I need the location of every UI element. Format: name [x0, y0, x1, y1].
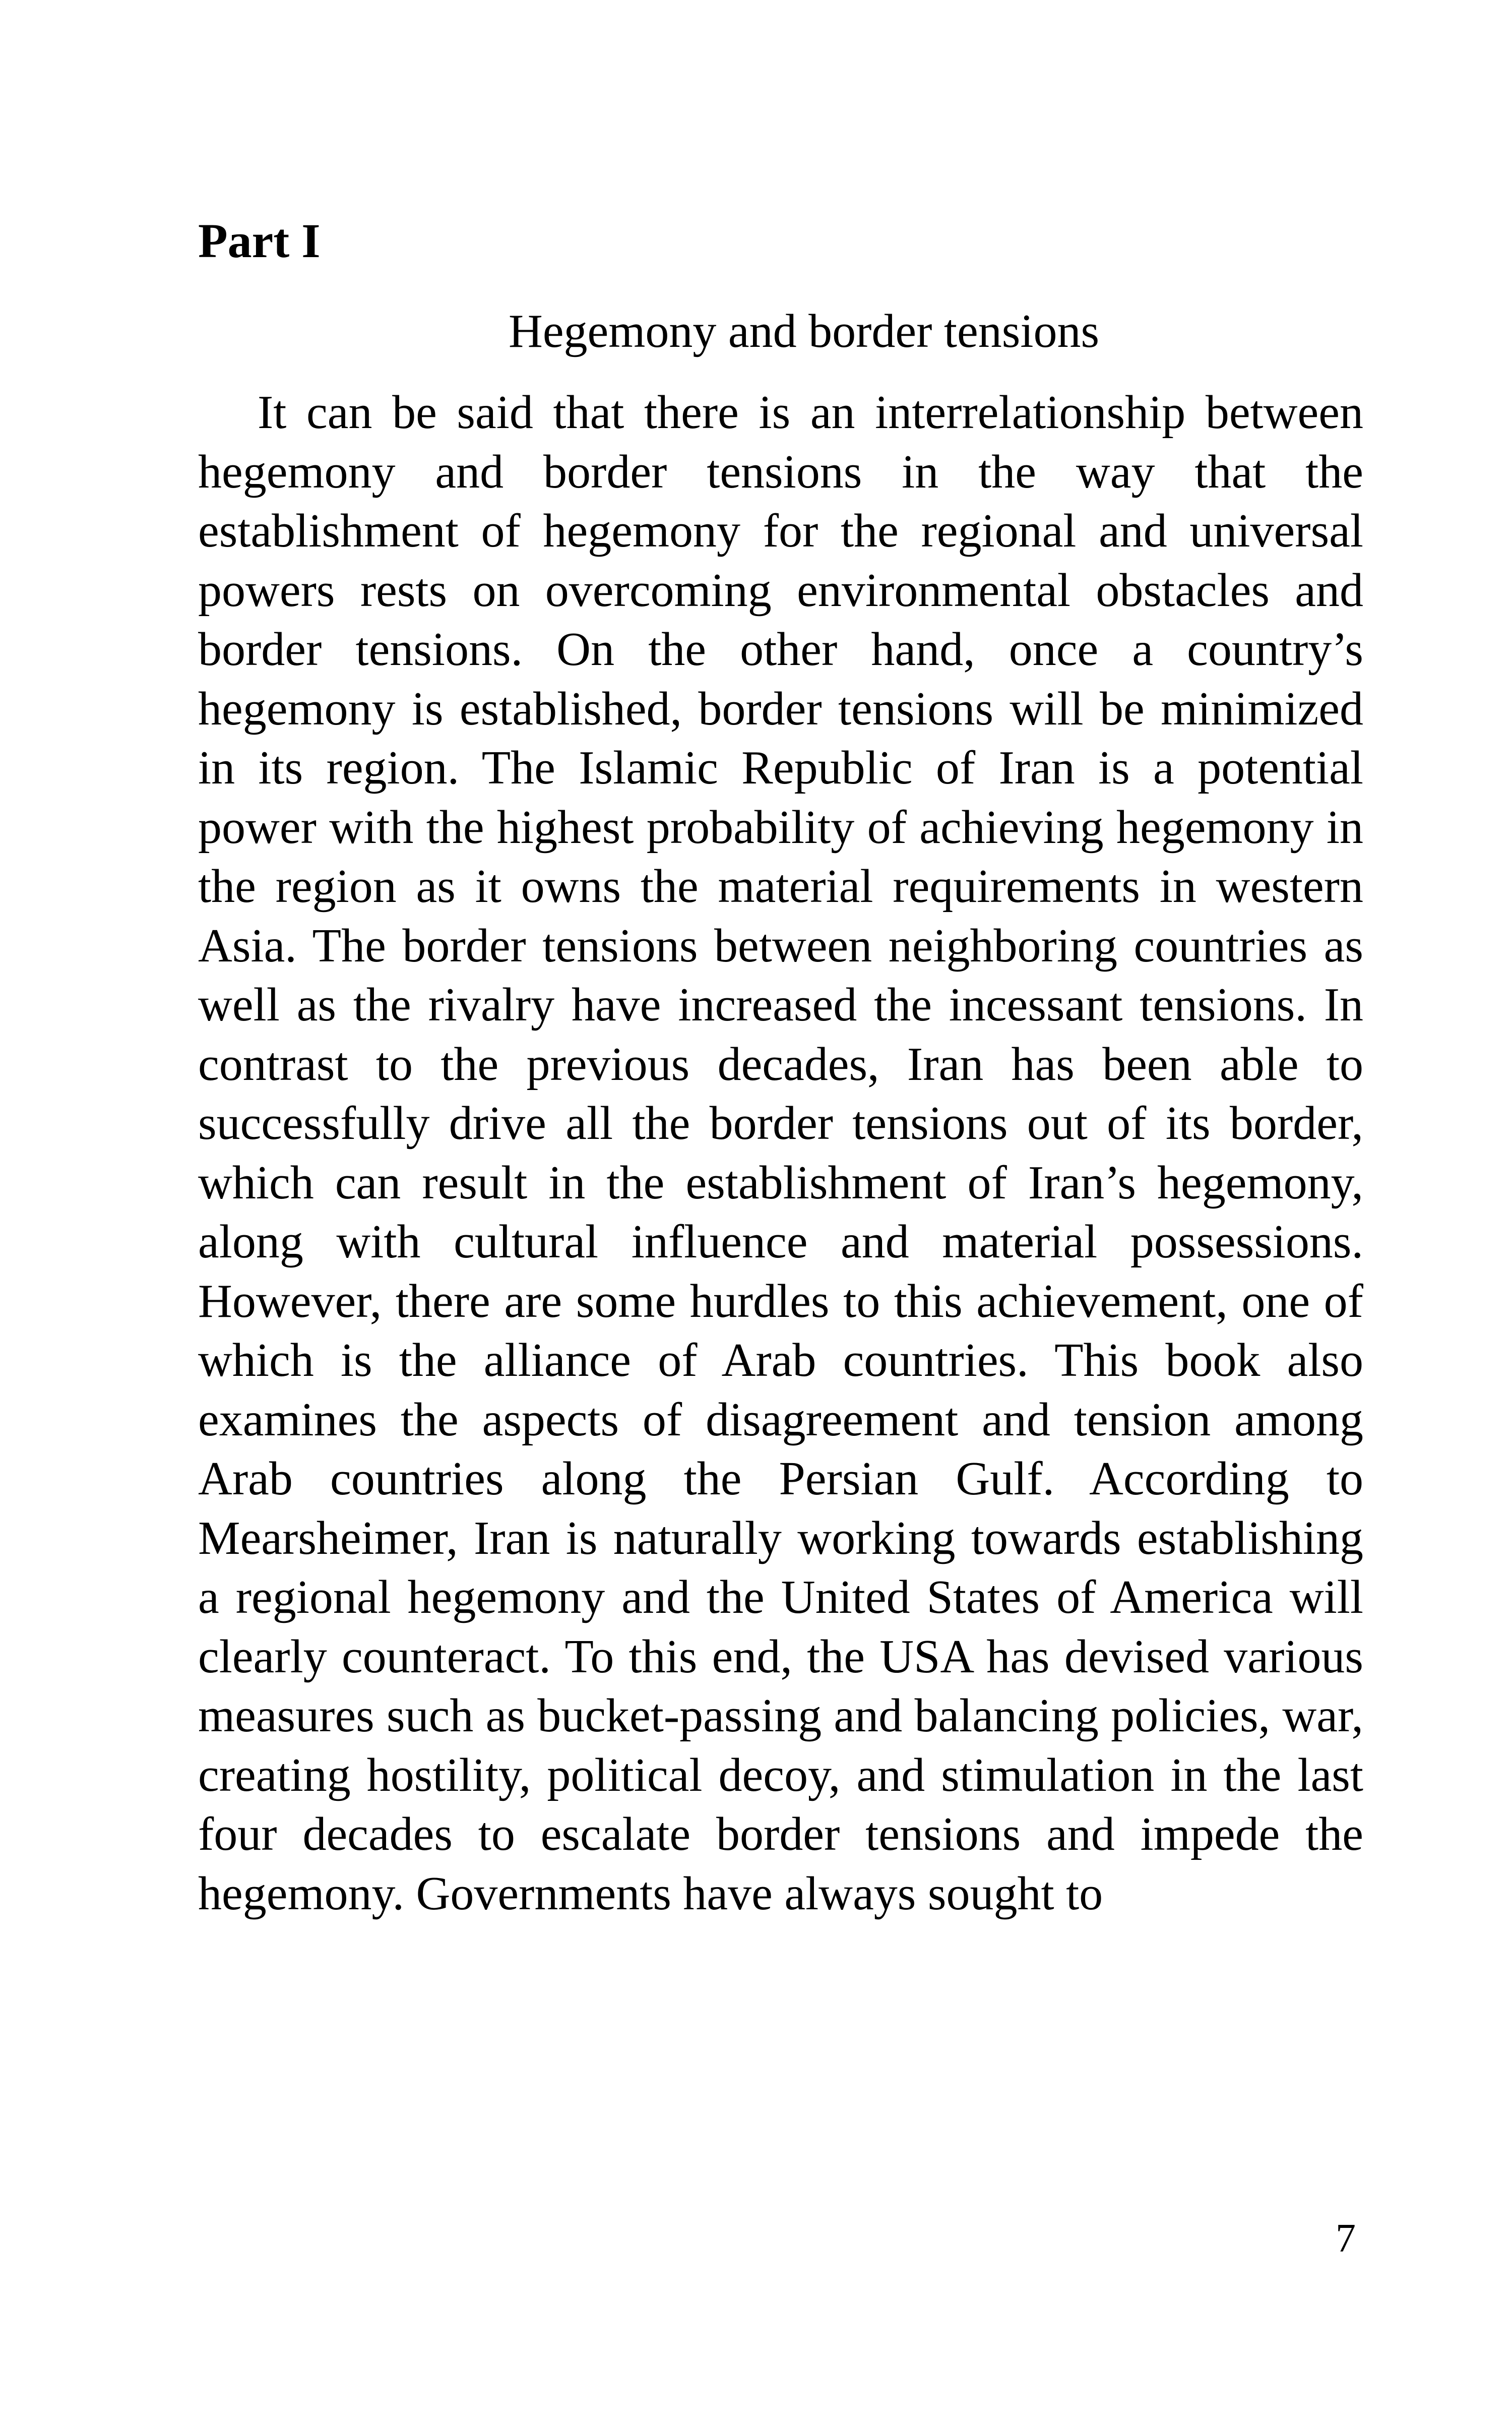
page-number: 7: [1336, 2216, 1356, 2261]
body-paragraph: It can be said that there is an interrelationship between hegemony and border tensions in the way that the establishment of hegemony for the regional and universal powers rests on overcoming environmental obstacles and border tensions. On the other hand, once a country’s hegemony is established, border tensions will be minimized in its region. The Islamic Republic of Iran is a potential power with the highest probability of achieving hegemony in the region as it owns the material requirements in western Asia. The border tensions between neighboring countries as well as the rivalry have increased the incessant tensions. In contrast to the previous decades, Iran has been able to successfully drive all the border tensions out of its border, which can result in the establishment of Iran’s hegemony, along with cultural influence and material possessions. However, there are some hurdles to this achievement, one of which is the alliance of Arab countries. This book also examines the aspects of disagreement and tension among Arab countries along the Persian Gulf. According to Mearsheimer, Iran is naturally working towards establishing a regional hegemony and the United States of America will clearly counteract. To this end, the USA has devised various measures such as bucket-passing and balancing policies, war, creating hostility, political decoy, and stimulation in the last four decades to escalate border tensions and impede the hegemony. Governments have always sought to: [198, 386, 1363, 1920]
section-title: Hegemony and border tensions: [508, 305, 1100, 357]
part-heading: Part I: [198, 214, 321, 268]
